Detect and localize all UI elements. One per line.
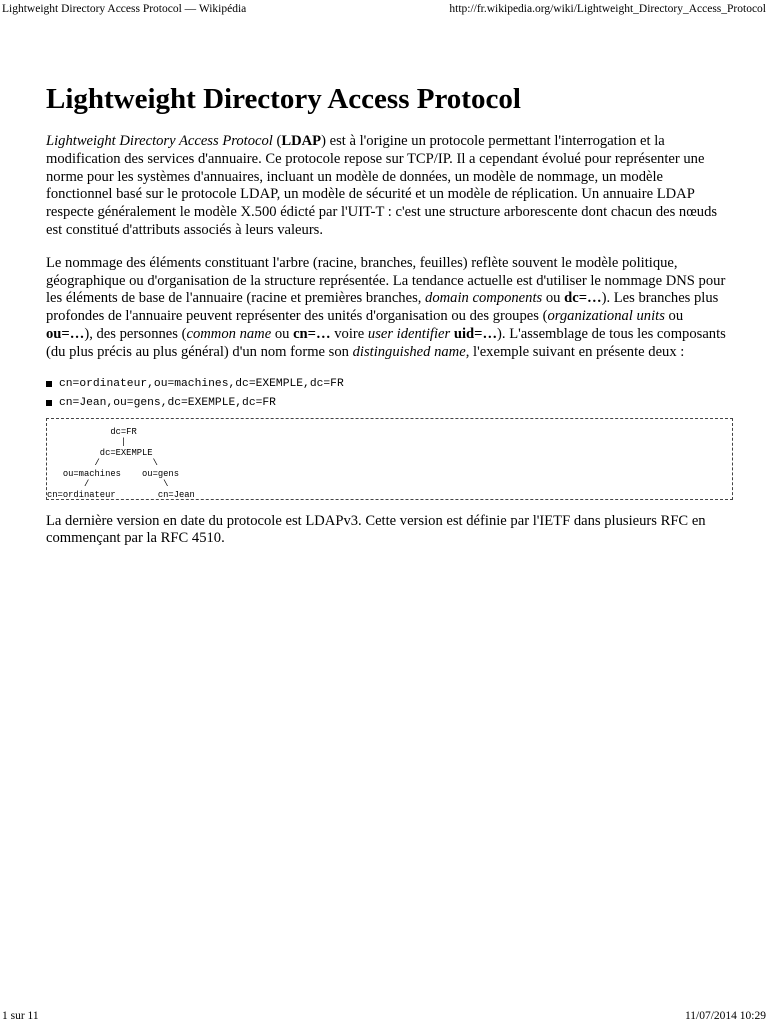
example-dn: cn=Jean,ou=gens,dc=EXEMPLE,dc=FR <box>59 396 276 409</box>
list-item <box>46 377 728 391</box>
bold-term: LDAP <box>281 133 322 149</box>
italic-term: domain components <box>425 290 543 307</box>
print-datetime: 11/07/2014 10:29 <box>684 1010 766 1022</box>
bold-term: ou=… <box>46 325 85 342</box>
italic-term: common name <box>186 325 272 342</box>
italic-term: organizational units <box>547 308 665 325</box>
article <box>46 82 728 563</box>
bold-term: dc=… <box>564 290 602 307</box>
italic-term: Lightweight Directory Access Protocol <box>46 133 273 149</box>
italic-term: user identifier <box>367 325 451 342</box>
page-url: http://fr.wikipedia.org/wiki/Lightweight_Directory_Access_Protocol <box>449 3 766 15</box>
version-paragraph: La dernière version en date du protocole est LDAPv3. Cette version est définie par l'IETF dans plusieurs RFC en commençant par la RFC 4510. <box>46 512 706 547</box>
naming-paragraph: Le nommage des éléments constituant l'arbre (racine, branches, feuilles) reflète souvent le modèle politique, géographique ou d'organisation de la structure représentée. La tendance actuelle est d'utiliser le nommage DNS pour les éléments de base de l'annuaire (racine et premières branches, domain components ou dc=…). Les branches plus profondes de l'annuaire peuvent représenter des unités d'organisation ou des groupes (organizational units ou ou=…), des personnes (common name ou cn=… voire user identifier uid=…). L'assemblage de tous les composants (du plus précis au plus général) d'un nom forme son distinguished name, l'exemple suivant en présente deux : <box>46 254 726 360</box>
bullet-icon <box>46 400 52 406</box>
tree-diagram: dc=FR | dc=EXEMPLE / \ ou=machines ou=gens / \ cn=ordinateur cn=Jean <box>47 426 195 500</box>
bullet-icon <box>46 381 52 387</box>
list-item <box>46 396 728 410</box>
bold-term: uid=… <box>453 325 498 342</box>
bold-term: cn=… <box>293 325 331 342</box>
example-dn: cn=ordinateur,ou=machines,dc=EXEMPLE,dc=FR <box>59 377 344 390</box>
article-heading: Lightweight Directory Access Protocol <box>46 83 521 115</box>
document-title: Lightweight Directory Access Protocol — Wikipédia <box>2 3 247 15</box>
example-list <box>46 377 728 410</box>
page-number: 1 sur 11 <box>2 1010 39 1022</box>
italic-term: distinguished name <box>352 343 466 360</box>
tree-diagram-box <box>46 418 733 500</box>
intro-paragraph: Lightweight Directory Access Protocol (LDAP) est à l'origine un protocole permettant l'interrogation et la modification des services d'annuaire. Ce protocole repose sur TCP/IP. Il a cependant évolué pour représenter une norme pour les systèmes d'annuaires, incluant un modèle de données, un modèle de nommage, un modèle fonctionnel basé sur le protocole LDAP, un modèle de sécurité et un modèle de réplication. Un annuaire LDAP respecte généralement le modèle X.500 édicté par l'UIT-T : c'est une structure arborescente dont chacun des nœuds est constitué d'attributs associés à leurs valeurs. <box>46 133 718 238</box>
